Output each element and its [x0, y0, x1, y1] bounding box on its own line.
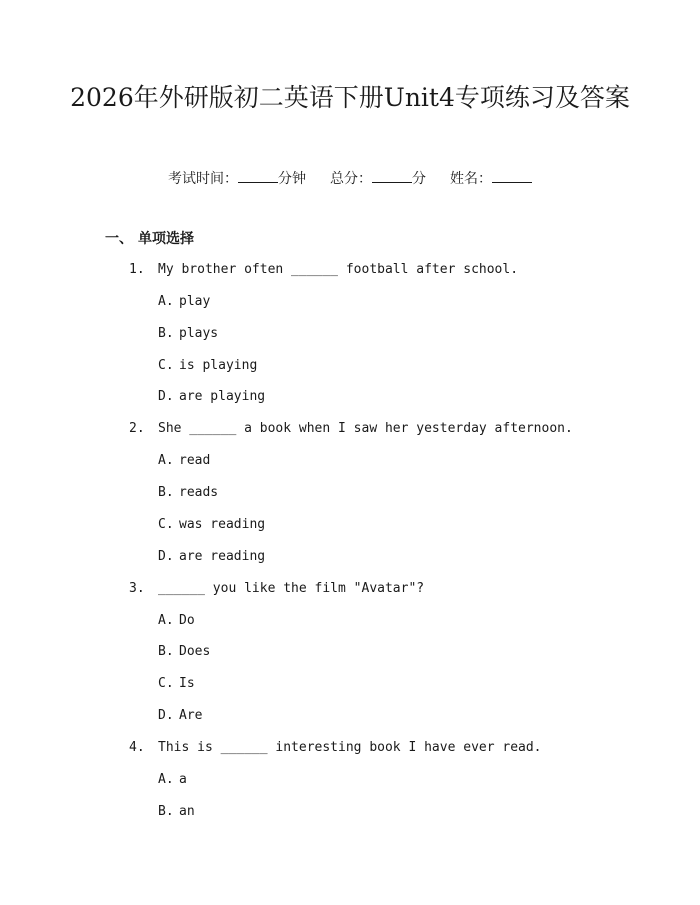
option-letter: B. — [158, 804, 174, 819]
question-number: 1. — [129, 262, 145, 277]
option-a — [158, 611, 195, 631]
option-text: Does — [179, 644, 211, 659]
score-blank — [372, 168, 412, 183]
time-label: 考试时间： — [168, 171, 238, 187]
option-letter: A. — [158, 294, 174, 309]
option-text: Is — [179, 676, 195, 691]
option-letter: B. — [158, 326, 174, 341]
name-label: 姓名： — [450, 171, 492, 187]
option-a — [158, 292, 210, 312]
option-text: Do — [179, 613, 195, 628]
option-a — [158, 770, 187, 790]
option-text: are reading — [179, 549, 266, 564]
option-letter: C. — [158, 517, 174, 532]
option-letter: D. — [158, 389, 174, 404]
document-title: 2026年外研版初二英语下册Unit4专项练习及答案 — [70, 83, 630, 112]
time-unit: 分钟 — [278, 171, 306, 187]
option-b — [158, 642, 210, 662]
option-letter: A. — [158, 772, 174, 787]
option-letter: A. — [158, 613, 174, 628]
section-number: 一、 — [105, 231, 133, 247]
option-text: a — [179, 772, 187, 787]
exam-meta-line — [0, 168, 700, 189]
option-d — [158, 547, 265, 567]
option-text: an — [179, 804, 195, 819]
option-b — [158, 324, 218, 344]
question-number: 2. — [129, 421, 145, 436]
option-text: are playing — [179, 389, 266, 404]
option-d — [158, 387, 265, 407]
question-text: She ______ a book when I saw her yesterday afternoon. — [158, 421, 573, 436]
option-letter: B. — [158, 644, 174, 659]
option-letter: D. — [158, 708, 174, 723]
option-d — [158, 706, 202, 726]
option-text: reads — [179, 485, 219, 500]
option-letter: C. — [158, 358, 174, 373]
question-number: 3. — [129, 581, 145, 596]
score-unit: 分 — [412, 171, 426, 187]
time-blank — [238, 168, 278, 183]
option-letter: C. — [158, 676, 174, 691]
option-text: Are — [179, 708, 203, 723]
section-title: 单项选择 — [138, 231, 194, 247]
question-text: This is ______ interesting book I have ever read. — [158, 740, 542, 755]
option-text: is playing — [179, 358, 258, 373]
score-label: 总分： — [330, 171, 372, 187]
option-c — [158, 515, 265, 535]
option-a — [158, 451, 210, 471]
option-text: plays — [179, 326, 219, 341]
option-letter: D. — [158, 549, 174, 564]
option-text: read — [179, 453, 211, 468]
option-c — [158, 356, 257, 376]
option-text: play — [179, 294, 211, 309]
question-text: My brother often ______ football after school. — [158, 262, 519, 277]
option-letter: B. — [158, 485, 174, 500]
question-number: 4. — [129, 740, 145, 755]
option-b — [158, 802, 195, 822]
question-text: ______ you like the film "Avatar"? — [158, 581, 425, 596]
section-heading — [105, 229, 194, 249]
option-b — [158, 483, 218, 503]
option-letter: A. — [158, 453, 174, 468]
name-blank — [492, 168, 532, 183]
option-c — [158, 674, 195, 694]
option-text: was reading — [179, 517, 266, 532]
